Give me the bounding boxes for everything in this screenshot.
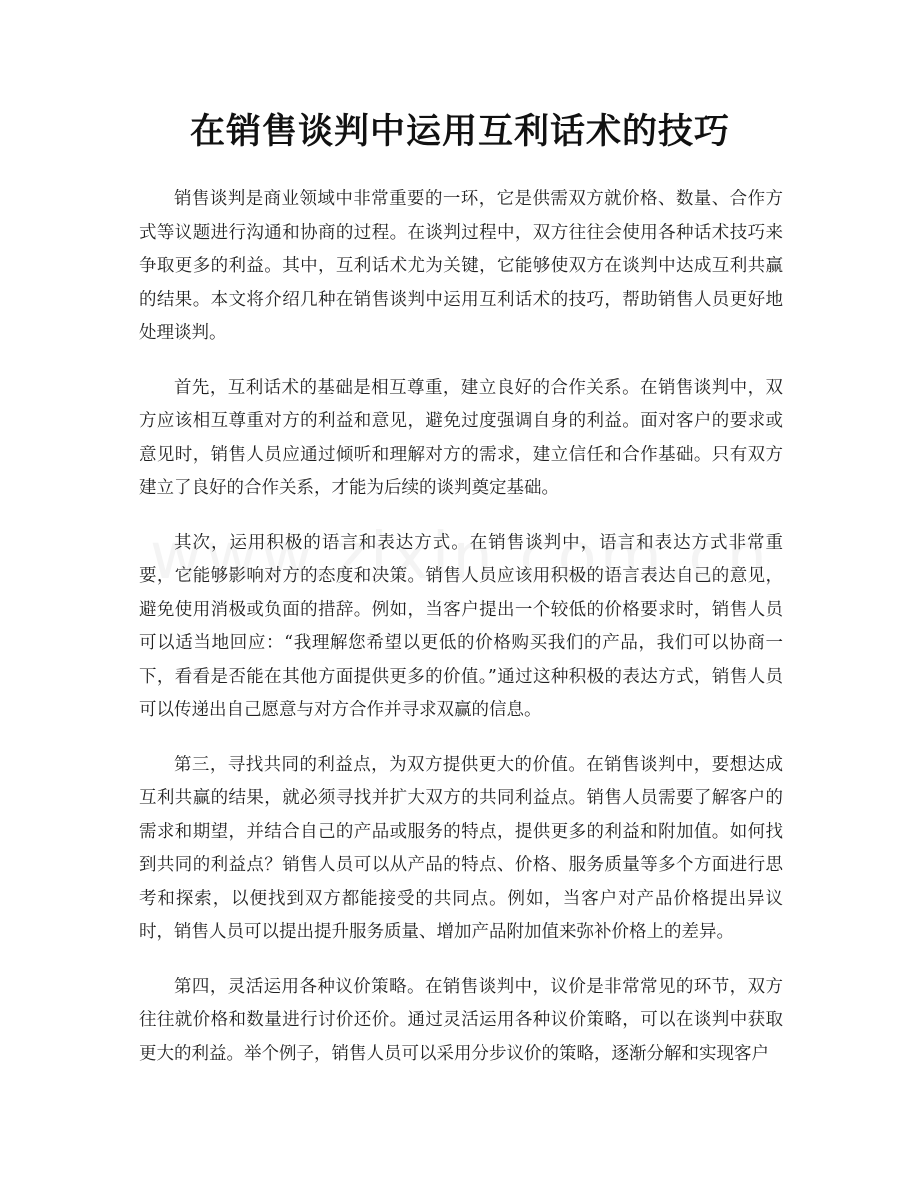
paragraph-second: 其次，运用积极的语言和表达方式。在销售谈判中，语言和表达方式非常重要，它能够影响对方的态度和决策。销售人员应该用积极的语言表达自己的意见，避免使用消极或负面的措辞。例如，当客户提出一个较低的价格要求时，销售人员可以适当地回应：“我理解您希望以更低的价格购买我们的产品，我们可以协商一下，看看是否能在其他方面提供更多的价值。”通过这种积极的表达方式，销售人员可以传递出自己愿意与对方合作并寻求双赢的信息。	[139, 532, 783, 720]
paragraph-intro: 销售谈判是商业领域中非常重要的一环，它是供需双方就价格、数量、合作方式等议题进行沟通和协商的过程。在谈判过程中，双方往往会使用各种话术技巧来争取更多的利益。其中，互利话术尤为关键，它能够使双方在谈判中达成互利共赢的结果。本文将介绍几种在销售谈判中运用互利话术的技巧，帮助销售人员更好地处理谈判。	[139, 189, 783, 343]
paragraph-fourth: 第四，灵活运用各种议价策略。在销售谈判中，议价是非常常见的环节，双方往往就价格和数量进行讨价还价。通过灵活运用各种议价策略，可以在谈判中获取更大的利益。举个例子，销售人员可以采用分步议价的策略，逐渐分解和实现客户	[139, 976, 783, 1064]
paragraph-third: 第三，寻找共同的利益点，为双方提供更大的价值。在销售谈判中，要想达成互利共赢的结果，就必须寻找并扩大双方的共同利益点。销售人员需要了解客户的需求和期望，并结合自己的产品或服务的特点，提供更多的利益和附加值。如何找到共同的利益点？销售人员可以从产品的特点、价格、服务质量等多个方面进行思考和探索，以便找到双方都能接受的共同点。例如，当客户对产品价格提出异议时，销售人员可以提出提升服务质量、增加产品附加值来弥补价格上的差异。	[139, 754, 783, 942]
document-title: 在销售谈判中运用互利话术的技巧	[189, 112, 730, 152]
document-body	[139, 183, 783, 1092]
paragraph-first: 首先，互利话术的基础是相互尊重，建立良好的合作关系。在销售谈判中，双方应该相互尊重对方的利益和意见，避免过度强调自身的利益。面对客户的要求或意见时，销售人员应通过倾听和理解对方的需求，建立信任和合作基础。只有双方建立了良好的合作关系，才能为后续的谈判奠定基础。	[139, 377, 783, 498]
